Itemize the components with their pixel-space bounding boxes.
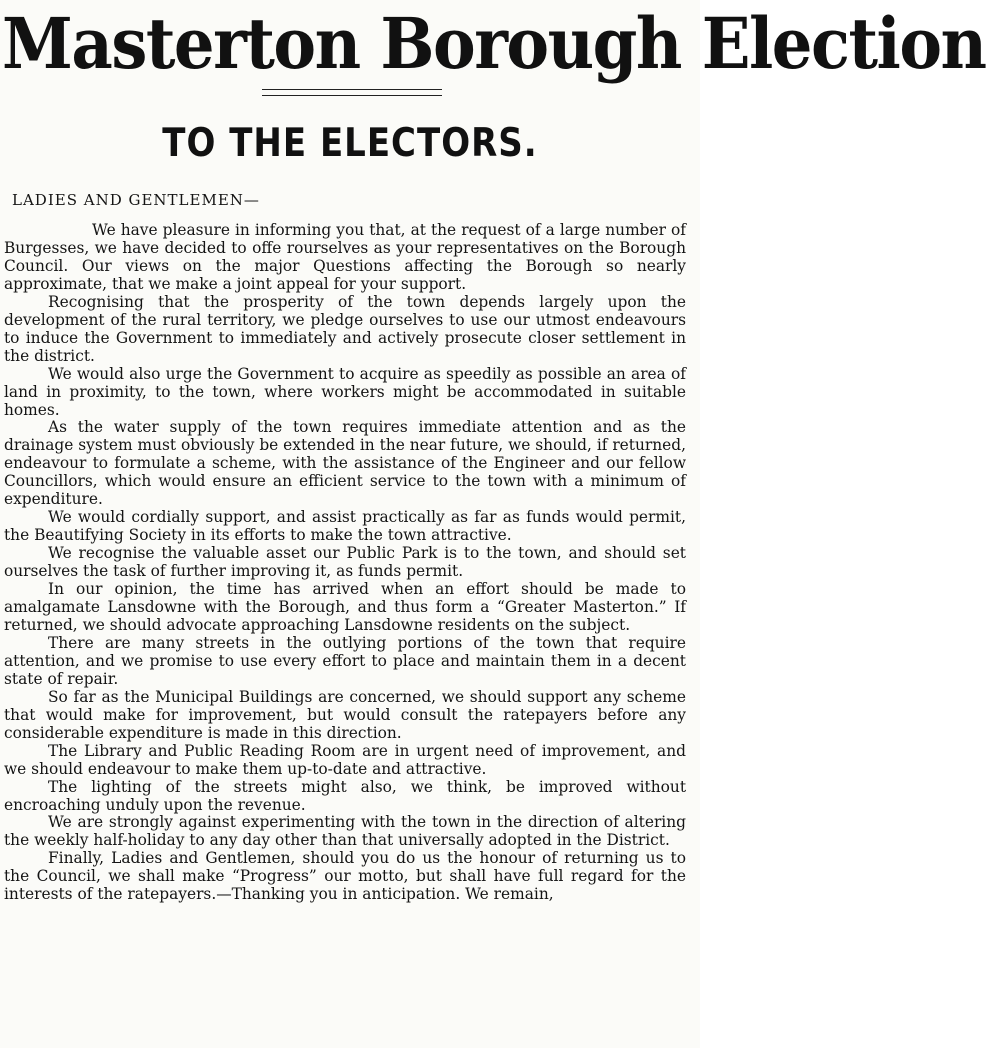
salutation: LADIES AND GENTLEMEN— bbox=[12, 191, 260, 209]
subheading: TO THE ELECTORS. bbox=[162, 120, 538, 167]
paragraph-library: The Library and Public Reading Room are in urgent need of improvement, and we should endeavour to make them up-to-date and attractive. bbox=[4, 741, 686, 778]
headline: Masterton Borough Election bbox=[2, 2, 986, 86]
paragraph-beautifying-society: We would cordially support, and assist practically as far as funds would permit, the Beautifying Society in its efforts to make the town attractive. bbox=[4, 508, 686, 545]
headline-divider-top bbox=[262, 89, 442, 90]
paragraph-workers-housing: We would also urge the Government to acquire as speedily as possible an area of land in proximity, to the town, where workers might be accommodated in suitable homes. bbox=[4, 364, 686, 419]
paragraph-municipal-buildings: So far as the Municipal Buildings are concerned, we should support any scheme that would make for improvement, but would consult the ratepayers before any considerable expenditure is made in this direction. bbox=[4, 687, 686, 742]
letter-body bbox=[4, 222, 686, 904]
headline-divider-bottom bbox=[262, 95, 442, 96]
paragraph-intro: We have pleasure in informing you that, at the request of a large number of Burgesses, we have decided to offe rourselves as your representatives on the Borough Council. Our views on the major Questions affecting the Borough so nearly approximate, that we make a joint appeal for your support. bbox=[4, 221, 686, 293]
paragraph-rural-development: Recognising that the prosperity of the town depends largely upon the development of the rural territory, we pledge ourselves to use our utmost endeavours to induce the Government to immediately and actively prosecute closer settlement in the district. bbox=[4, 292, 686, 365]
paragraph-water-drainage: As the water supply of the town requires immediate attention and as the drainage system must obviously be extended in the near future, we should, if returned, endeavour to formulate a scheme, with the assistance of the Engineer and our fellow Councillors, which would ensure an efficient service to the town with a minimum of expenditure. bbox=[4, 418, 687, 509]
paragraph-half-holiday: We are strongly against experimenting with the town in the direction of altering the weekly half-holiday to any day other than that universally adopted in the District. bbox=[4, 813, 686, 850]
paragraph-closing: Finally, Ladies and Gentlemen, should you do us the honour of returning us to the Council, we shall make “Progress” our motto, but shall have full regard for the interests of the ratepayers.—Thanking you in anticipation. We remain, bbox=[4, 849, 686, 904]
paragraph-street-lighting: The lighting of the streets might also, we think, be improved without encroaching unduly upon the revenue. bbox=[4, 777, 686, 814]
paragraph-greater-masterton: In our opinion, the time has arrived when an effort should be made to amalgamate Lansdowne with the Borough, and thus form a “Greater Masterton.” If returned, we should advocate approaching Lansdowne residents on the subject. bbox=[4, 580, 686, 634]
paragraph-streets: There are many streets in the outlying portions of the town that require attention, and we promise to use every effort to place and maintain them in a decent state of repair. bbox=[4, 633, 686, 688]
paragraph-public-park: We recognise the valuable asset our Public Park is to the town, and should set ourselves the task of further improving it, as funds permit. bbox=[4, 544, 686, 581]
